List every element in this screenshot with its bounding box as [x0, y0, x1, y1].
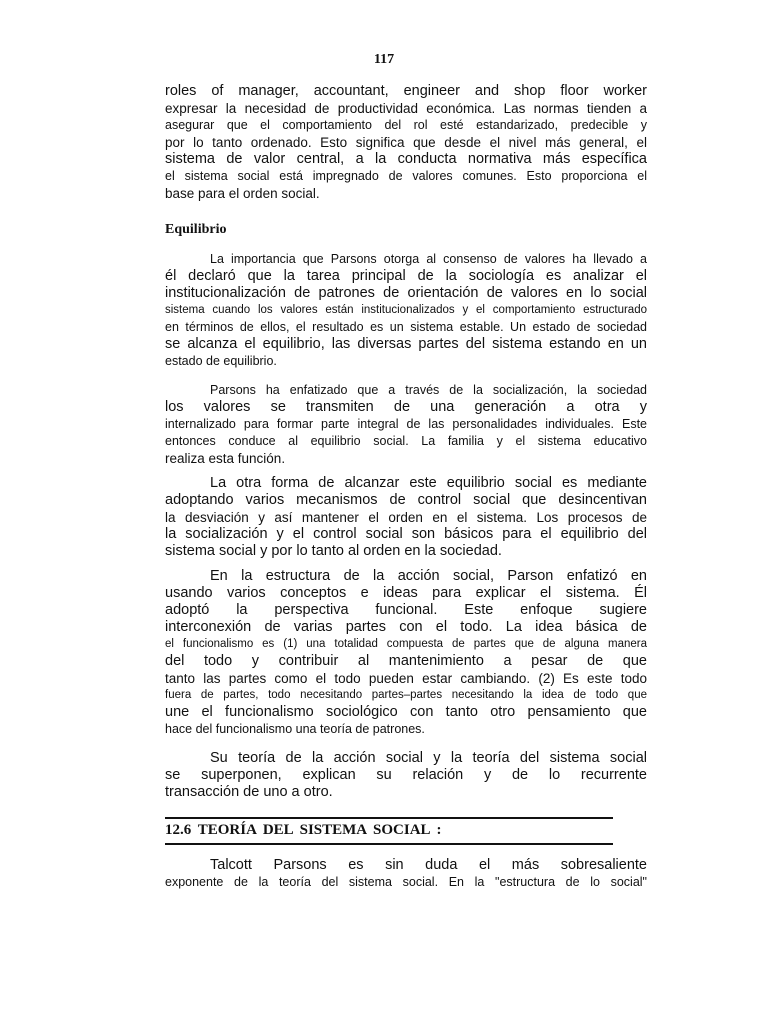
text-line: en términos de ellos, el resultado es un sistema estable. Un estado de sociedad [165, 320, 647, 334]
paragraph-functionalism [165, 568, 647, 738]
paragraph-equilibrium-3 [165, 475, 647, 560]
text-line: se alcanza el equilibrio, las diversas partes del sistema estando en un [165, 336, 647, 352]
text-line: sistema de valor central, a la conducta normativa más específica [165, 151, 647, 167]
text-line: tanto las partes como el todo pueden estar cambiando. (2) Es este todo [165, 671, 647, 686]
text-line: Su teoría de la acción social y la teoría del sistema social [210, 750, 647, 766]
text-line: sistema social y por lo tanto al orden en la sociedad. [165, 543, 502, 559]
text-line: estado de equilibrio. [165, 354, 277, 368]
text-line: asegurar que el comportamiento del rol esté estandarizado, predecible y [165, 118, 647, 132]
text-line: Talcott Parsons es sin duda el más sobresaliente [210, 857, 647, 873]
text-line: institucionalización de patrones de orientación de valores en lo social [165, 285, 647, 301]
text-line: los valores se transmiten de una generación a otra y [165, 399, 647, 415]
page-number: 117 [373, 52, 395, 67]
text-line: adoptando varios mecanismos de control social que desincentivan [165, 492, 647, 508]
text-line: sistema cuando los valores están institucionalizados y el comportamiento estructurado [165, 304, 647, 316]
text-line: transacción de uno a otro. [165, 784, 333, 800]
section-heading: 12.6 TEORÍA DEL SISTEMA SOCIAL : [165, 817, 613, 845]
text-line: entonces conduce al equilibrio social. La familia y el sistema educativo [165, 434, 647, 448]
paragraph-equilibrium-1 [165, 251, 647, 370]
text-line: Parsons ha enfatizado que a través de la socialización, la sociedad [210, 383, 647, 397]
text-line: él declaró que la tarea principal de la sociología es analizar el [165, 268, 647, 284]
text-line: hace del funcionalismo una teoría de patrones. [165, 722, 425, 736]
paragraph-equilibrium-2 [165, 382, 647, 467]
text-line: une el funcionalismo sociológico con tanto otro pensamiento que [165, 704, 647, 720]
text-line: el sistema social está impregnado de valores comunes. Esto proporciona el [165, 169, 647, 183]
text-line: fuera de partes, todo necesitando partes–partes necesitando la idea de todo que [165, 689, 647, 701]
text-line: la socialización y el control social son básicos para el equilibrio del [165, 526, 647, 542]
text-line: exponente de la teoría del sistema social. En la "estructura de lo social" [165, 875, 647, 889]
text-line: por lo tanto ordenado. Esto significa que desde el nivel más general, el [165, 135, 647, 150]
paragraph-overlap [165, 750, 647, 801]
text-line: del todo y contribuir al mantenimiento a pesar de que [165, 653, 647, 669]
text-line: la desviación y así mantener el orden en el sistema. Los procesos de [165, 510, 647, 525]
paragraph-parsons [165, 857, 647, 891]
text-line: roles of manager, accountant, engineer and shop floor worker [165, 83, 647, 99]
subheading-equilibrio: Equilibrio [165, 222, 227, 237]
text-line: se superponen, explican su relación y de lo recurrente [165, 767, 647, 783]
text-line: usando varios conceptos e ideas para explicar el sistema. Él [165, 585, 647, 601]
text-line: realiza esta función. [165, 451, 286, 466]
text-line: el funcionalismo es (1) una totalidad compuesta de partes que de alguna manera [165, 638, 647, 650]
text-line: expresar la necesidad de productividad económica. Las normas tienden a [165, 101, 647, 116]
text-line: En la estructura de la acción social, Parson enfatizó en [210, 568, 647, 584]
text-line: internalizado para formar parte integral de las personalidades individuales. Este [165, 417, 647, 431]
text-line: La otra forma de alcanzar este equilibrio social es mediante [210, 475, 647, 491]
text-line: adoptó la perspectiva funcional. Este enfoque sugiere [165, 602, 647, 618]
text-line: base para el orden social. [165, 186, 320, 201]
text-line: interconexión de varias partes con el todo. La idea básica de [165, 619, 647, 635]
text-line: La importancia que Parsons otorga al consenso de valores ha llevado a [210, 252, 647, 266]
page-body [165, 83, 647, 891]
paragraph-intro [165, 83, 647, 202]
